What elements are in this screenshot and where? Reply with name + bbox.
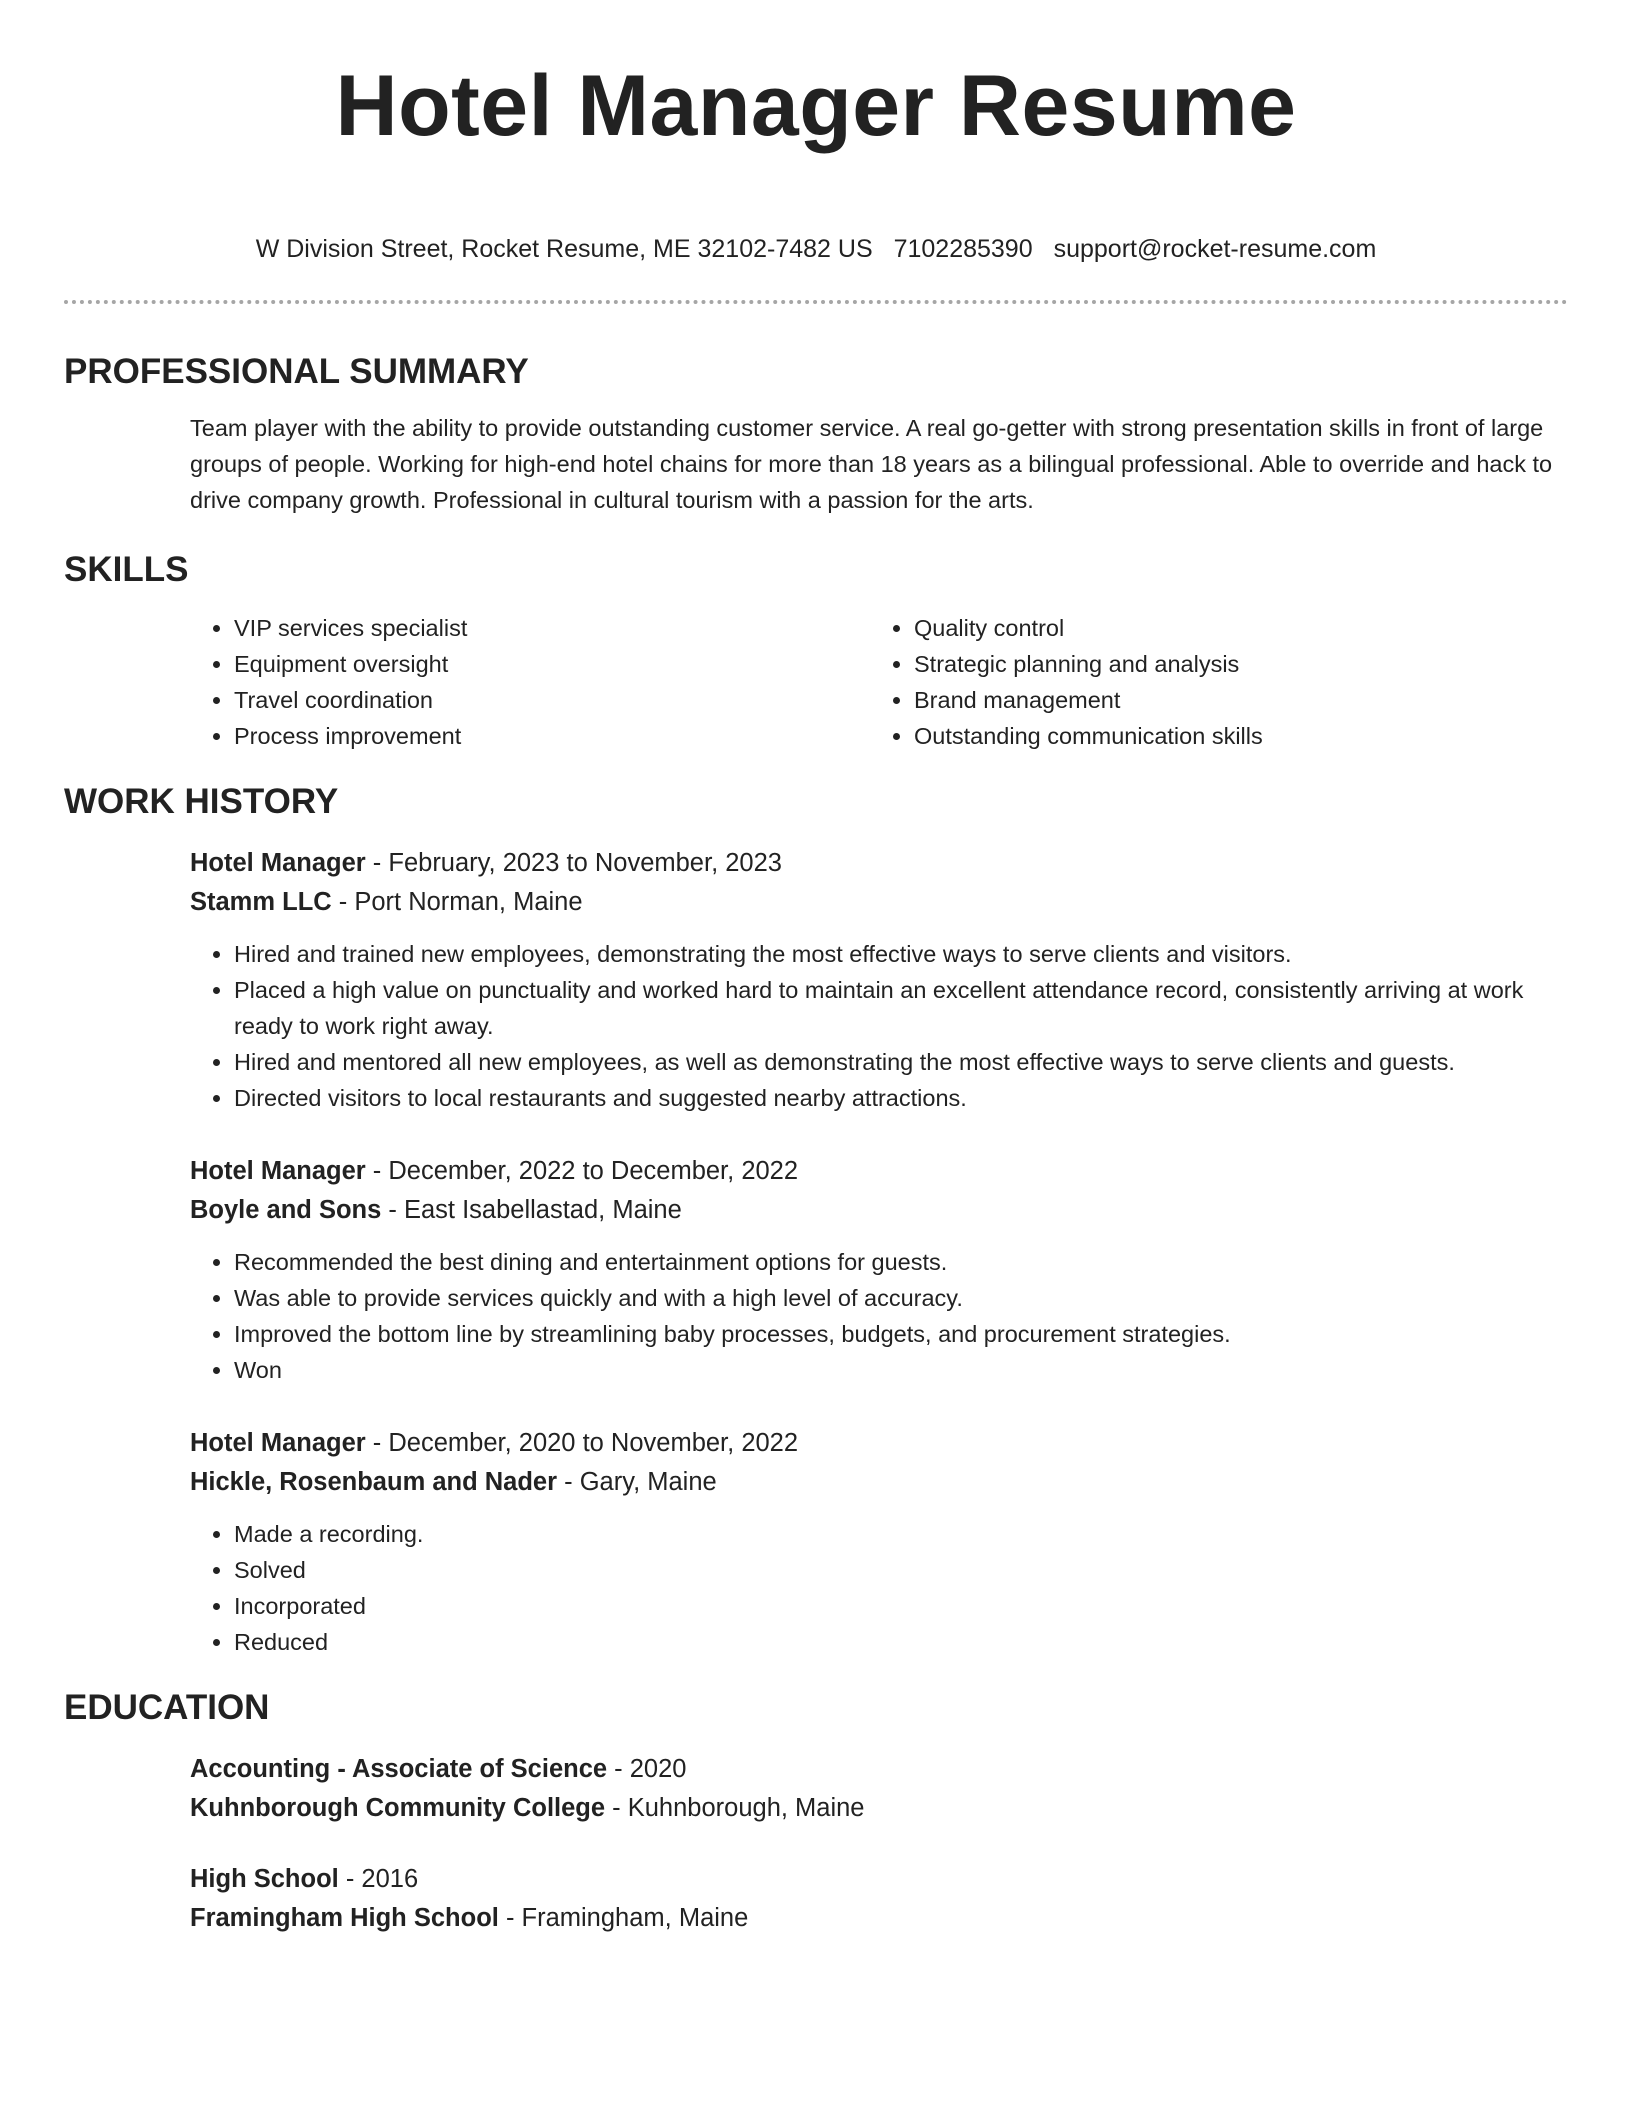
- skill-item: • Outstanding communication skills: [914, 718, 1568, 754]
- job-title: Hotel Manager: [190, 1157, 366, 1185]
- job-bullets: [190, 936, 1568, 1116]
- job-dates: - December, 2020 to November, 2022: [372, 1429, 799, 1457]
- skills-column-left: [190, 610, 870, 754]
- job-company-line: [190, 883, 1568, 922]
- job-location: - Port Norman, Maine: [338, 888, 583, 916]
- job-bullet: • Directed visitors to local restaurants and suggested nearby attractions.: [234, 1080, 1568, 1116]
- contact-phone: 7102285390: [893, 235, 1033, 263]
- skill-item: • Quality control: [914, 610, 1568, 646]
- education-heading: EDUCATION: [64, 1688, 270, 1727]
- job-entry: [190, 1424, 1568, 1660]
- job-location: - Gary, Maine: [564, 1468, 717, 1496]
- job-company: Hickle, Rosenbaum and Nader: [190, 1468, 558, 1496]
- header-divider: [64, 300, 1568, 304]
- job-bullet: • Hired and mentored all new employees, as well as demonstrating the most effective ways to serve clients and guests.: [234, 1044, 1568, 1080]
- job-title: Hotel Manager: [190, 849, 366, 877]
- job-company-line: [190, 1191, 1568, 1230]
- contact-line: [64, 234, 1568, 264]
- job-bullet: • Made a recording.: [234, 1516, 1568, 1552]
- job-bullet: • Recommended the best dining and entertainment options for guests.: [234, 1244, 1568, 1280]
- page-title: Hotel Manager Resume: [335, 58, 1297, 154]
- summary-text: Team player with the ability to provide outstanding customer service. A real go-getter with strong presentation skills in front of large groups of people. Working for high-end hotel chains for more than 18 years as a bilingual professional. Able to override and hack to drive company growth. Professional in cultural tourism with a passion for the arts.: [190, 415, 1553, 513]
- job-bullet: • Was able to provide services quickly and with a high level of accuracy.: [234, 1280, 1568, 1316]
- education-school-line: [190, 1789, 1568, 1828]
- education-year: - 2020: [614, 1755, 687, 1783]
- education-degree: Accounting - Associate of Science: [190, 1755, 608, 1783]
- job-bullet: • Improved the bottom line by streamlining baby processes, budgets, and procurement strategies.: [234, 1316, 1568, 1352]
- job-bullet: • Incorporated: [234, 1588, 1568, 1624]
- education-school-line: [190, 1899, 1568, 1938]
- job-entry: [190, 1152, 1568, 1388]
- job-bullets: [190, 1244, 1568, 1388]
- job-title-line: [190, 1424, 1568, 1463]
- education-degree-line: [190, 1750, 1568, 1789]
- job-location: - East Isabellastad, Maine: [388, 1196, 682, 1224]
- contact-address: W Division Street, Rocket Resume, ME 32102-7482 US: [255, 235, 873, 263]
- education-entry: [190, 1860, 1568, 1938]
- job-title: Hotel Manager: [190, 1429, 366, 1457]
- job-company: Boyle and Sons: [190, 1196, 382, 1224]
- job-dates: - December, 2022 to December, 2022: [372, 1157, 799, 1185]
- job-company: Stamm LLC: [190, 888, 332, 916]
- job-bullet: • Placed a high value on punctuality and worked hard to maintain an excellent attendance record, consistently arriving at work ready to work right away.: [234, 972, 1568, 1044]
- skill-item: • Brand management: [914, 682, 1568, 718]
- skill-item: • Process improvement: [234, 718, 870, 754]
- education-location: - Framingham, Maine: [505, 1904, 749, 1932]
- job-bullets: [190, 1516, 1568, 1660]
- summary-heading: PROFESSIONAL SUMMARY: [64, 352, 529, 391]
- skills-heading: SKILLS: [64, 550, 189, 589]
- education-school: Kuhnborough Community College: [190, 1794, 606, 1822]
- education-degree-line: [190, 1860, 1568, 1899]
- job-bullet: • Reduced: [234, 1624, 1568, 1660]
- education-school: Framingham High School: [190, 1904, 499, 1932]
- job-entry: [190, 844, 1568, 1116]
- work-history-heading: WORK HISTORY: [64, 782, 339, 821]
- education-year: - 2016: [345, 1865, 419, 1893]
- skill-item: • Travel coordination: [234, 682, 870, 718]
- education-degree: High School: [190, 1865, 339, 1893]
- job-title-line: [190, 844, 1568, 883]
- job-title-line: [190, 1152, 1568, 1191]
- job-bullet: • Won: [234, 1352, 1568, 1388]
- skills-column-right: [870, 610, 1568, 754]
- education-location: - Kuhnborough, Maine: [612, 1794, 865, 1822]
- skills-list: [190, 610, 1568, 754]
- job-company-line: [190, 1463, 1568, 1502]
- education-entry: [190, 1750, 1568, 1828]
- skill-item: • Equipment oversight: [234, 646, 870, 682]
- skill-item: • Strategic planning and analysis: [914, 646, 1568, 682]
- job-bullet: • Hired and trained new employees, demonstrating the most effective ways to serve clients and visitors.: [234, 936, 1568, 972]
- job-bullet: • Solved: [234, 1552, 1568, 1588]
- job-dates: - February, 2023 to November, 2023: [372, 849, 782, 877]
- contact-email: support@rocket-resume.com: [1053, 235, 1377, 263]
- skill-item: • VIP services specialist: [234, 610, 870, 646]
